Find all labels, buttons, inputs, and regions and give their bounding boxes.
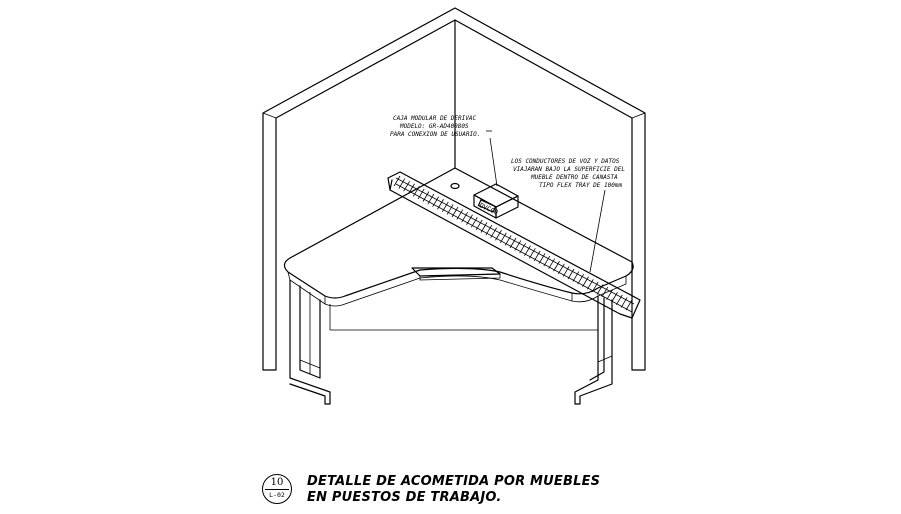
- tray-note: [511, 158, 625, 189]
- svg-text:MODELO: GR-AD40080S: MODELO: GR-AD40080S: [400, 123, 469, 130]
- drawing-title-line-1: DETALLE DE ACOMETIDA POR MUEBLES: [307, 474, 601, 489]
- tray-rung: [505, 235, 511, 245]
- svg-text:VIAJARAN BAJO LA SUPERFICIE DE: VIAJARAN BAJO LA SUPERFICIE DEL: [513, 166, 625, 173]
- tray-rung: [476, 220, 482, 230]
- tray-rung: [471, 217, 477, 227]
- box-tag: DVC00: [478, 201, 500, 217]
- svg-text:TIPO FLEX TRAY DE 100mm: TIPO FLEX TRAY DE 100mm: [539, 182, 623, 189]
- tray-rung: [491, 228, 497, 238]
- detail-number: 10: [270, 477, 284, 488]
- svg-text:MUEBLE DENTRO DE CANASTA: MUEBLE DENTRO DE CANASTA: [531, 174, 618, 181]
- sheet-reference: L-02: [269, 491, 285, 499]
- svg-text:CAJA MODULAR DE DERIVAC: CAJA MODULAR DE DERIVAC: [393, 115, 477, 122]
- drawing-title-line-2: EN PUESTOS DE TRABAJO.: [307, 490, 502, 505]
- detail-bubble: [262, 474, 292, 504]
- callout-box-note: [390, 115, 480, 138]
- bubble-divider: [265, 489, 289, 490]
- tray-rung: [496, 230, 502, 240]
- svg-text:PARA CONEXION DE USUARIO.: PARA CONEXION DE USUARIO.: [390, 131, 481, 138]
- tray-rung: [486, 225, 492, 235]
- grommet-hole: [451, 184, 459, 189]
- svg-text:LOS CONDUCTORES DE VOZ Y DATOS: LOS CONDUCTORES DE VOZ Y DATOS: [511, 158, 620, 165]
- tray-rung: [481, 223, 487, 233]
- tray-rung: [500, 233, 506, 243]
